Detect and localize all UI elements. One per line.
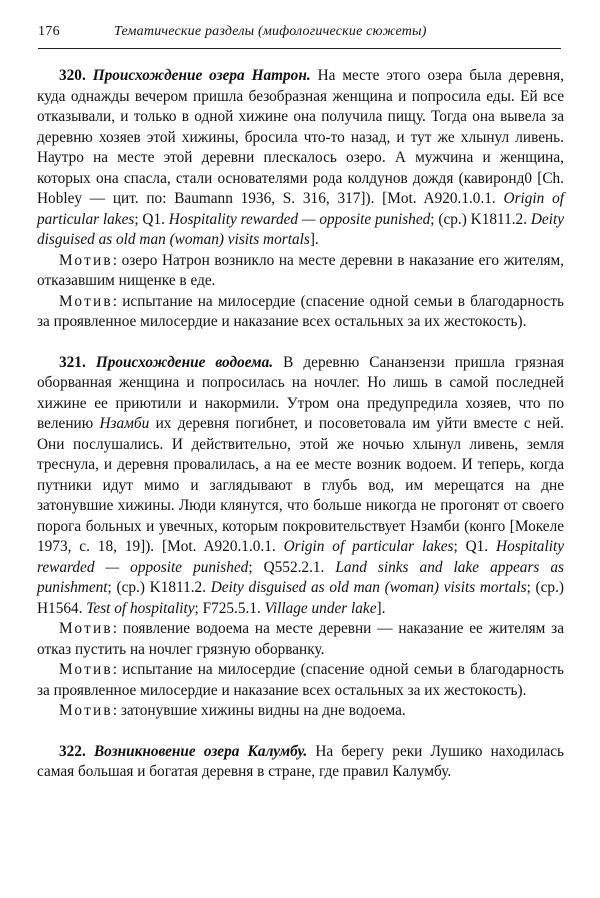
motif-label: Мотив <box>59 251 113 269</box>
entry-321 <box>37 353 564 722</box>
motif-paragraph <box>37 292 564 333</box>
motif-reference: Deity disguised as old man (woman) visits mortals <box>210 579 527 596</box>
entry-title: Возникновение озера Калумбу. <box>93 742 308 760</box>
motif-text: : появление водоема на месте деревни — наказание ее жителям за отказ пустить на ночлег грязную оборванку. <box>37 620 564 658</box>
entry-text: На берегу реки Лушико находилась самая большая и богатая деревня в стране, где правил Калумбу. <box>37 742 565 780</box>
entry-text: В деревню Сананзензи пришла грязная оборванная женщина и попросилась на ночлег. Но лишь в самой последней хижине ее приютили и накормили. Утром она предупредила хозяев, что по велению <box>37 353 564 432</box>
reference-separator: ; (ср.) K1811.2. <box>107 579 211 596</box>
motif-reference: Hospitality rewarded — opposite punished <box>168 210 431 228</box>
motif-reference: Origin of particular lakes <box>283 538 454 555</box>
motif-paragraph <box>37 701 564 722</box>
motif-label: Мотив <box>59 292 113 310</box>
motif-label: Мотив <box>59 620 113 637</box>
entry-paragraph <box>37 742 564 783</box>
entry-title: Происхождение водоема. <box>95 353 274 371</box>
entry-320 <box>37 66 564 333</box>
motif-text: : испытание на милосердие (спасение одной семьи в благодарность за проявленное милосердие и наказание всех остальных за их жестокость). <box>37 661 564 699</box>
entry-text: их деревня погибнет, и посоветовала им уйти вместе с ней. Они послушались. И действительно, этой же ночью хлынул ливень, земля треснула, и деревня провалилась, а на ее месте возник водоем. И теперь, когда путники идут мимо и заглядывают в глубь вод, им мерещатся на дне затонувшие хижины. Люди клянутся, что больше никогда не прогонят от своего порога больных и увечных, которым покровительствует Нзамби (конго [Мокеле 1973, с. 18, 19]). [Mot. A920.1.0.1. <box>37 415 564 555</box>
deity-name: Нзамби <box>99 415 150 432</box>
entry-paragraph <box>37 66 564 251</box>
motif-reference: Origin of particular lakes <box>37 190 564 228</box>
reference-separator: ; Q1. <box>134 210 169 228</box>
entry-paragraph <box>37 353 564 620</box>
motif-reference: Land sinks and lake appears as punishment <box>37 558 564 596</box>
page-number: 176 <box>38 24 60 39</box>
motif-reference: Hospitality rewarded — opposite punished <box>37 538 565 576</box>
reference-end: ]. <box>376 599 386 617</box>
entry-title: Происхождение озера Натрон. <box>92 67 311 84</box>
page-body <box>37 66 564 803</box>
motif-reference: Deity disguised as old man (woman) visits mortals <box>37 210 565 248</box>
motif-text: : озеро Натрон возникло на месте деревни в наказание его жителям, отказавшим нищенке в еде. <box>37 251 564 289</box>
entry-322 <box>37 742 564 783</box>
motif-paragraph <box>37 251 564 292</box>
running-header <box>38 22 561 49</box>
motif-text: : испытание на милосердие (спасение одной семьи в благодарность за проявленное милосердие и наказание всех остальных за их жестокость). <box>37 292 564 330</box>
motif-label: Мотив <box>59 661 113 678</box>
motif-label: Мотив <box>59 702 113 719</box>
motif-paragraph <box>37 660 564 701</box>
motif-reference: Village under lake <box>264 599 377 617</box>
entry-number: 322. <box>59 742 86 760</box>
entry-text: На месте этого озера была деревня, куда однажды вечером пришла безобразная женщина и попросила еды. Ей все отказывали, и только в одной хижине она получила пищу. Тогда она вывела за деревню хозяев этой хижины, бросила что-то назад, и тут же хлынул ливень. Наутро на месте этой деревни плескалось озеро. А мужчина и женщина, которых она спасла, стали основателями рода колдунов дождя (кавиронд0 [Ch. Hobley — цит. по: Baumann 1936, S. 316, 317]). [Mot. A920.1.0.1. <box>37 67 564 207</box>
reference-separator: ; F725.5.1. <box>194 599 265 617</box>
reference-separator: ; (ср.) H1564. <box>37 579 564 617</box>
reference-separator: ; Q552.2.1. <box>248 558 336 576</box>
motif-text: : затонувшие хижины видны на дне водоема. <box>112 702 406 719</box>
entry-number: 321. <box>59 353 86 371</box>
reference-separator: ; (ср.) K1811.2. <box>430 210 531 228</box>
entry-number: 320. <box>59 67 86 84</box>
reference-separator: ; Q1. <box>453 538 497 555</box>
motif-reference: Test of hospitality <box>86 599 195 617</box>
running-title: Тематические разделы (мифологические сюжеты) <box>114 24 427 39</box>
motif-paragraph <box>37 619 564 660</box>
reference-end: ]. <box>309 231 319 248</box>
